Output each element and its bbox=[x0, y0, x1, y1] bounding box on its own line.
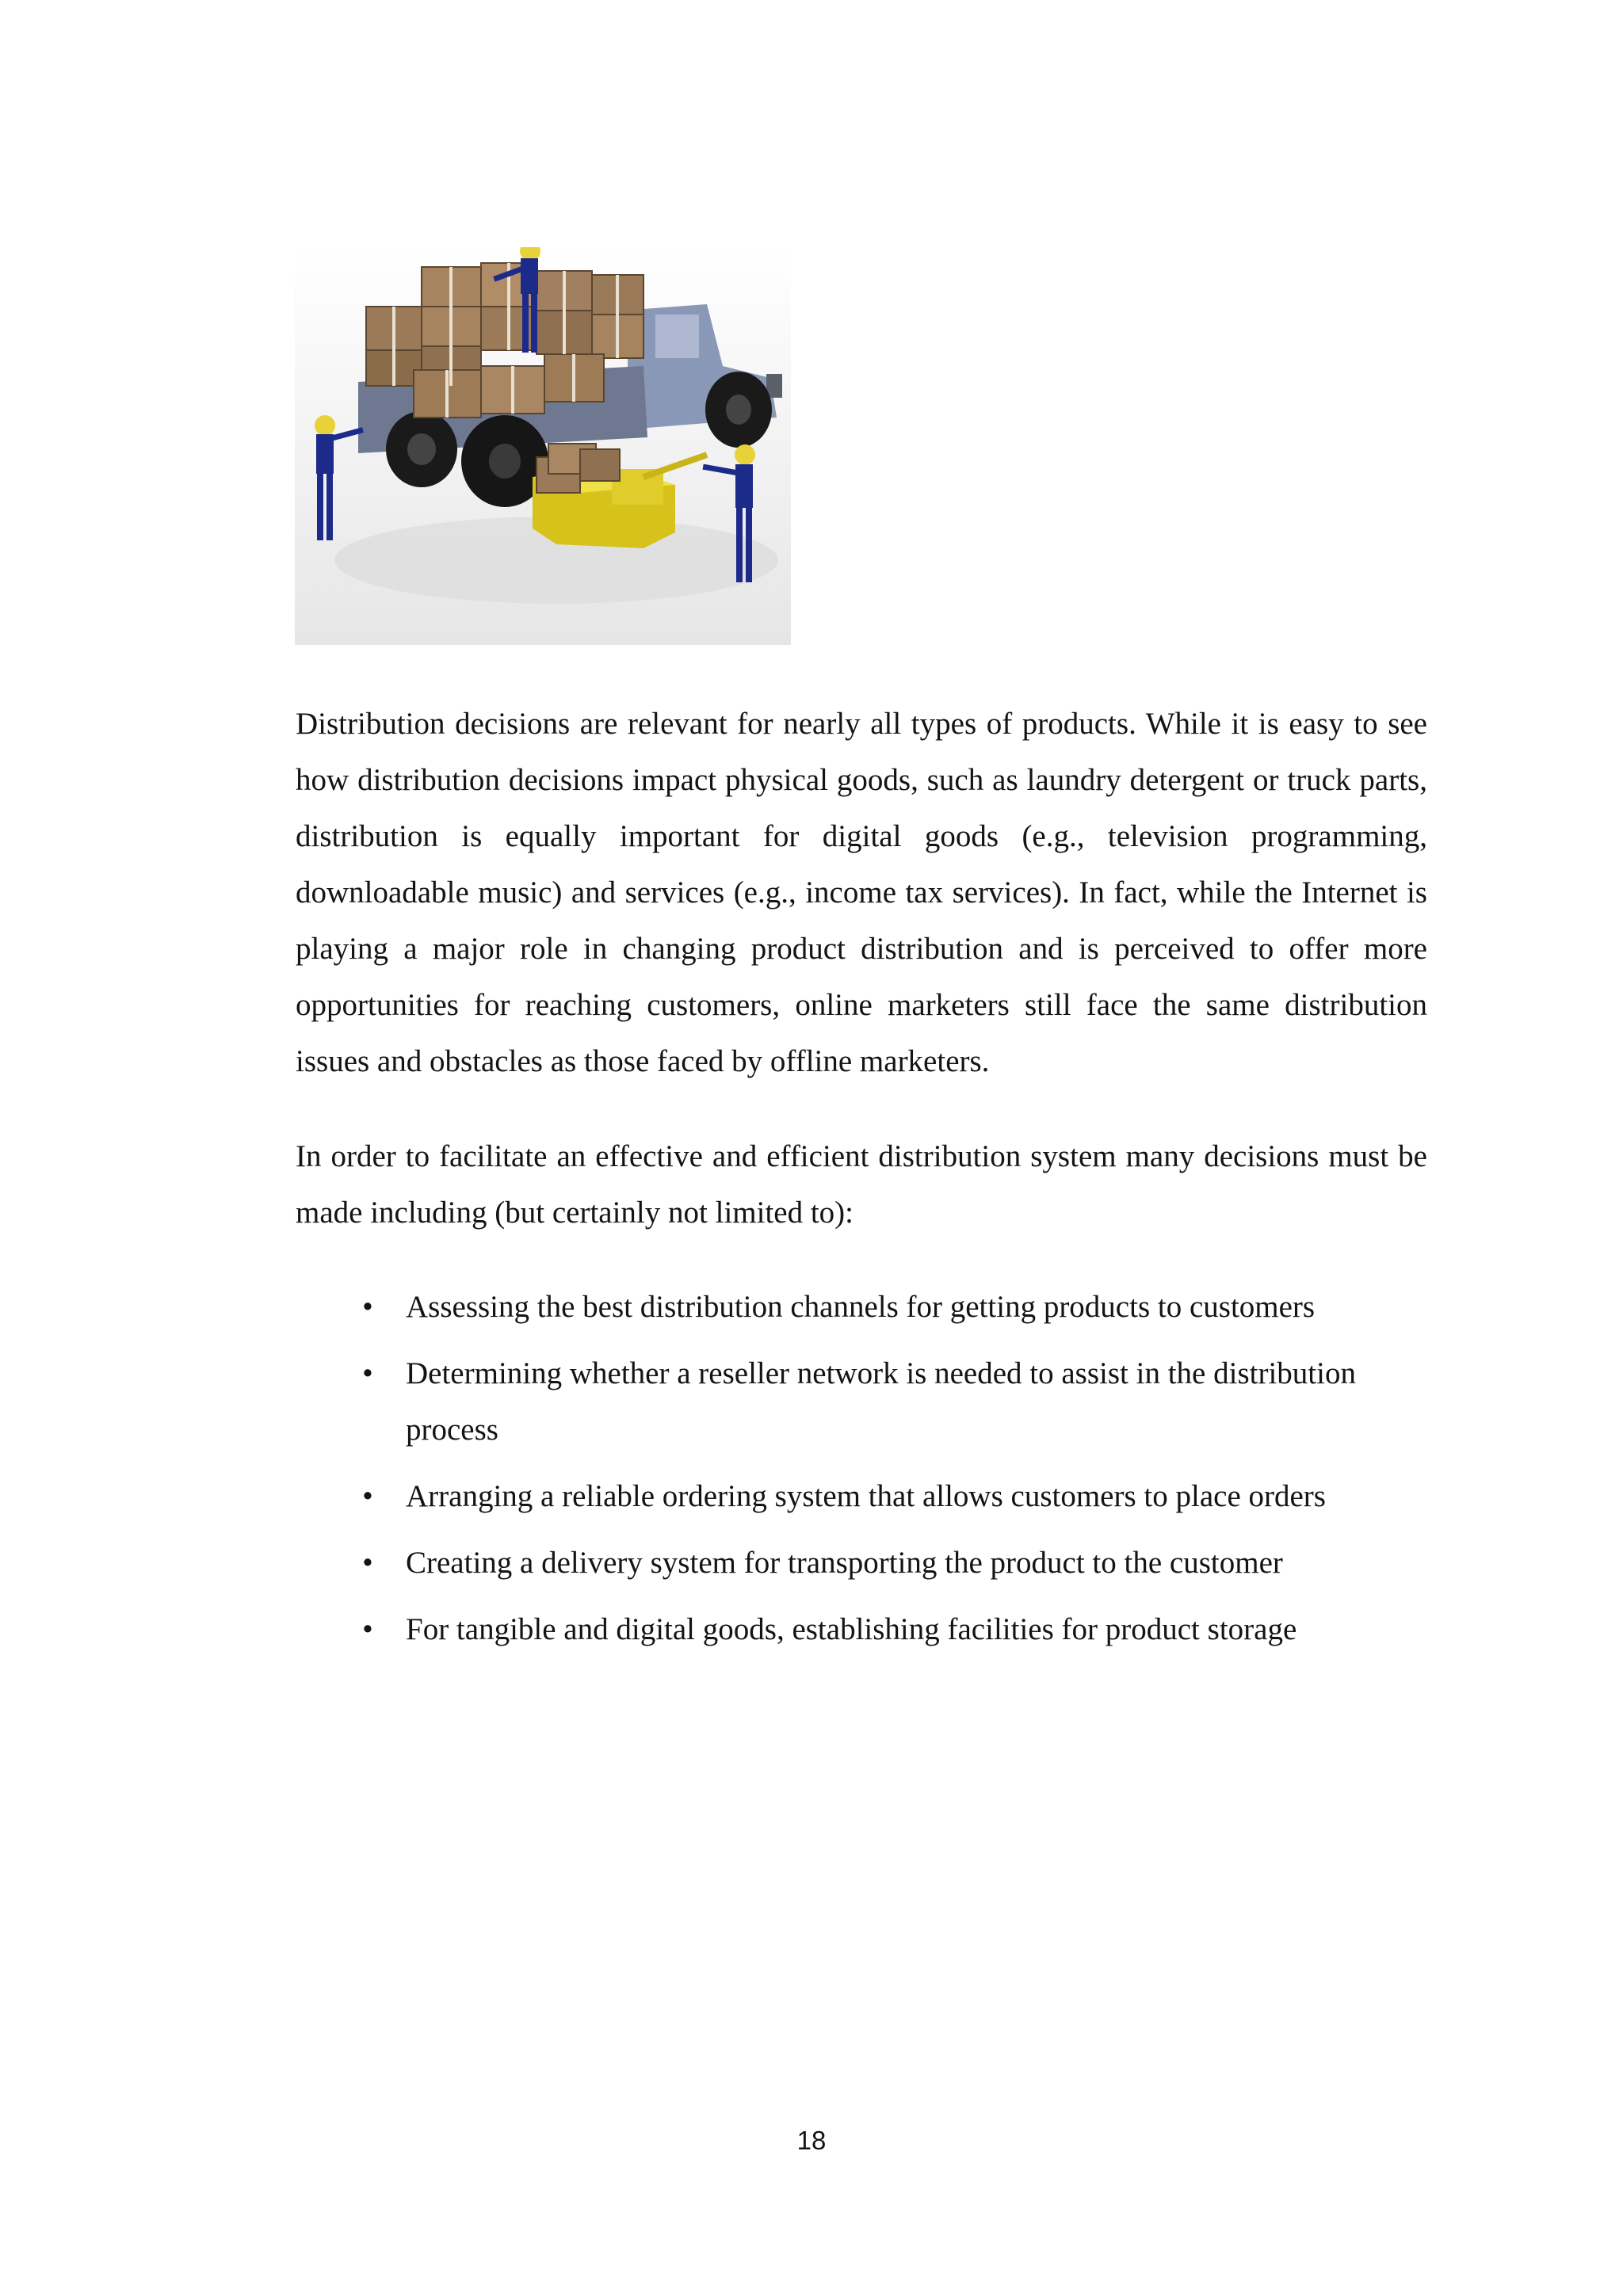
bullet-icon: • bbox=[362, 1479, 373, 1513]
paragraph-distribution-relevance: Distribution decisions are relevant for nearly all types of products. While it is easy to see how distribution decisions impact physical goods, such as laundry detergent or truck parts, distribution is equally important for digital goods (e.g., television programming, downloadable music) and services (e.g., income tax services). In fact, while the Internet is playing a major role in changing product distribution and is perceived to offer more opportunities for reaching customers, online marketers still face the same distribution issues and obstacles as those faced by offline marketers. bbox=[296, 707, 1427, 1078]
list-item-text: Arranging a reliable ordering system that allows customers to place orders bbox=[406, 1479, 1326, 1513]
bullet-icon: • bbox=[362, 1356, 373, 1390]
list-item bbox=[296, 1345, 1427, 1458]
list-item bbox=[296, 1601, 1427, 1657]
list-item-text: Assessing the best distribution channels for getting products to customers bbox=[406, 1290, 1316, 1324]
distribution-decisions-list bbox=[296, 1279, 1427, 1668]
delivery-truck-illustration bbox=[295, 247, 791, 645]
list-item bbox=[296, 1279, 1427, 1335]
paragraph-distribution-decisions-intro: In order to facilitate an effective and efficient distribution system many decisions must be made including (but certainly not limited to): bbox=[296, 1139, 1427, 1230]
list-item-text: For tangible and digital goods, establishing facilities for product storage bbox=[406, 1612, 1297, 1646]
list-item bbox=[296, 1468, 1427, 1524]
delivery-truck-workers-icon bbox=[295, 247, 791, 645]
list-item-text: Creating a delivery system for transporting the product to the customer bbox=[406, 1546, 1283, 1580]
bullet-icon: • bbox=[362, 1546, 373, 1580]
bullet-icon: • bbox=[362, 1290, 373, 1324]
list-item bbox=[296, 1535, 1427, 1591]
page-number: 18 bbox=[796, 2126, 827, 2155]
bullet-icon: • bbox=[362, 1612, 373, 1646]
list-item-text: Determining whether a reseller network is needed to assist in the distribution process bbox=[406, 1356, 1356, 1447]
